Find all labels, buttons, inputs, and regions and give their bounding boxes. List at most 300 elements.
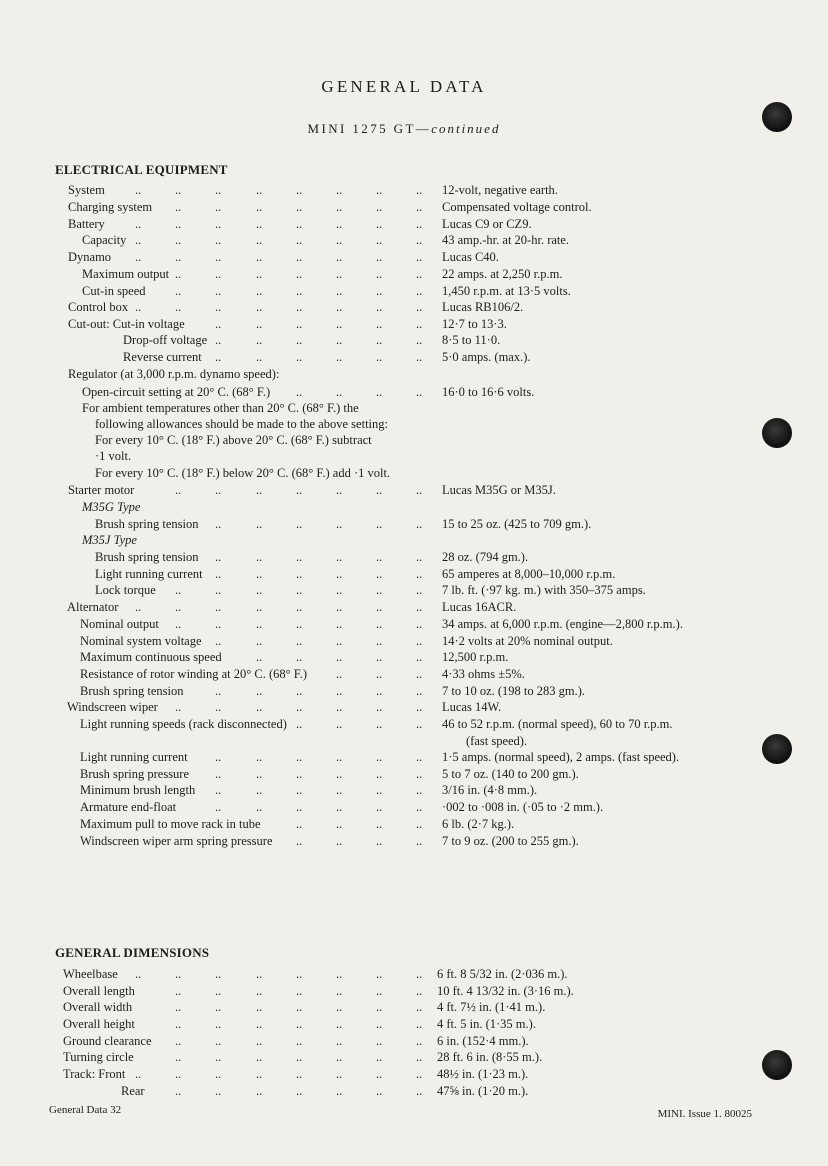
leader-dot: .. (215, 1000, 222, 1014)
leader-dot: .. (296, 684, 303, 698)
spec-row (0, 1016, 828, 1033)
spec-row (0, 1083, 828, 1100)
spec-row (0, 716, 828, 749)
spec-label: Overall width (63, 1000, 133, 1014)
leader-dot: .. (416, 583, 423, 597)
leader-dot: .. (256, 267, 263, 281)
leader-dot: .. (256, 1017, 263, 1031)
leader-dot: .. (416, 1017, 423, 1031)
leader-dot: .. (336, 350, 343, 364)
leader-dot: .. (296, 550, 303, 564)
spec-value: 43 amp.-hr. at 20-hr. rate. (442, 233, 570, 247)
leader-dot: .. (296, 967, 303, 981)
leader-dot: .. (175, 1034, 182, 1048)
leader-dot: .. (416, 967, 423, 981)
spec-value: Lucas C9 or CZ9. (442, 217, 532, 231)
spec-value: 1·5 amps. (normal speed), 2 amps. (fast speed). (442, 750, 680, 764)
leader-dot: .. (296, 650, 303, 664)
leader-dot: .. (256, 550, 263, 564)
leader-dot: .. (336, 1000, 343, 1014)
spec-label: Wheelbase (63, 967, 118, 981)
leader-dot: .. (376, 1084, 383, 1098)
leader-dot: .. (416, 567, 423, 581)
leader-dot: .. (296, 717, 303, 731)
spec-value: 47⅝ in. (1·20 m.). (437, 1084, 529, 1098)
spec-row (0, 766, 828, 783)
leader-dot: .. (296, 183, 303, 197)
spec-value: 15 to 25 oz. (425 to 709 gm.). (442, 517, 592, 531)
spec-label: Windscreen wiper (67, 700, 158, 714)
leader-dot: .. (336, 650, 343, 664)
spec-row (0, 599, 828, 616)
leader-dot: .. (416, 200, 423, 214)
spec-value: 34 amps. at 6,000 r.p.m. (engine—2,800 r.p.m.). (442, 617, 683, 631)
leader-dot: .. (376, 650, 383, 664)
leader-dot: .. (416, 317, 423, 331)
spec-value: 4·33 ohms ±5%. (442, 667, 525, 681)
leader-dot: .. (296, 317, 303, 331)
leader-dot: .. (296, 233, 303, 247)
leader-dot: .. (296, 817, 303, 831)
leader-dot: .. (256, 517, 263, 531)
leader-dot: .. (376, 984, 383, 998)
spec-row (0, 816, 828, 833)
leader-dot: .. (256, 483, 263, 497)
leader-dot: .. (336, 333, 343, 347)
leader-dot: .. (416, 517, 423, 531)
leader-dot: .. (296, 617, 303, 631)
leader-dot: .. (416, 984, 423, 998)
leader-dot: .. (336, 200, 343, 214)
leader-dot: .. (175, 267, 182, 281)
spec-row (0, 299, 828, 316)
spec-row (0, 266, 828, 283)
spec-label: Starter motor (68, 483, 135, 497)
leader-dot: .. (215, 267, 222, 281)
leader-dot: .. (376, 567, 383, 581)
spec-label: Nominal system voltage (80, 634, 202, 648)
leader-dot: .. (336, 1067, 343, 1081)
spec-value: 16·0 to 16·6 volts. (442, 385, 535, 399)
leader-dot: .. (215, 217, 222, 231)
leader-dot: .. (376, 284, 383, 298)
spec-row (0, 316, 828, 333)
leader-dot: .. (256, 317, 263, 331)
leader-dot: .. (256, 617, 263, 631)
leader-dot: .. (336, 700, 343, 714)
leader-dot: .. (215, 1034, 222, 1048)
leader-dot: .. (215, 700, 222, 714)
leader-dot: .. (376, 583, 383, 597)
leader-dot: .. (215, 483, 222, 497)
spec-row (0, 616, 828, 633)
leader-dot: .. (416, 834, 423, 848)
leader-dot: .. (175, 967, 182, 981)
leader-dot: .. (296, 783, 303, 797)
leader-dot: .. (256, 300, 263, 314)
leader-dot: .. (175, 1050, 182, 1064)
leader-dot: .. (416, 783, 423, 797)
page-title: GENERAL DATA (321, 77, 487, 96)
leader-dot: .. (135, 250, 142, 264)
leader-dot: .. (256, 1084, 263, 1098)
leader-dot: .. (376, 767, 383, 781)
leader-dot: .. (175, 200, 182, 214)
leader-dot: .. (336, 783, 343, 797)
leader-dot: .. (376, 834, 383, 848)
spec-row (0, 666, 828, 683)
leader-dot: .. (336, 300, 343, 314)
spec-label: Alternator (67, 600, 119, 614)
leader-dot: .. (296, 333, 303, 347)
leader-dot: .. (215, 350, 222, 364)
leader-dot: .. (256, 200, 263, 214)
leader-dot: .. (175, 300, 182, 314)
spec-value: Lucas 16ACR. (442, 600, 517, 614)
spec-value-continued: (fast speed). (466, 733, 528, 748)
leader-dot: .. (416, 684, 423, 698)
leader-dot: .. (336, 483, 343, 497)
leader-dot: .. (336, 617, 343, 631)
subtitle-main: MINI 1275 GT— (307, 121, 432, 136)
leader-dot: .. (336, 517, 343, 531)
leader-dot: .. (336, 217, 343, 231)
leader-dot: .. (416, 700, 423, 714)
spec-label: Rear (121, 1084, 145, 1098)
spec-row (0, 683, 828, 700)
leader-dot: .. (376, 1067, 383, 1081)
leader-dot: .. (296, 483, 303, 497)
spec-label: Maximum output (82, 267, 170, 281)
leader-dot: .. (215, 583, 222, 597)
leader-dot: .. (135, 1067, 142, 1081)
leader-dot: .. (296, 750, 303, 764)
spec-row (0, 999, 828, 1016)
leader-dot: .. (175, 483, 182, 497)
leader-dot: .. (416, 1000, 423, 1014)
leader-dot: .. (376, 1017, 383, 1031)
leader-dot: .. (376, 750, 383, 764)
spec-label: Light running current (95, 567, 203, 581)
spec-label: Turning circle (63, 1050, 134, 1064)
spec-value: 8·5 to 11·0. (442, 333, 501, 347)
spec-row (0, 1033, 828, 1050)
leader-dot: .. (215, 1017, 222, 1031)
leader-dot: .. (215, 233, 222, 247)
leader-dot: .. (296, 284, 303, 298)
leader-dot: .. (336, 550, 343, 564)
leader-dot: .. (296, 217, 303, 231)
leader-dot: .. (256, 684, 263, 698)
leader-dot: .. (215, 600, 222, 614)
leader-dot: .. (376, 217, 383, 231)
leader-dot: .. (296, 634, 303, 648)
leader-dot: .. (416, 817, 423, 831)
leader-dot: .. (416, 650, 423, 664)
footer-page-ref: General Data 32 (49, 1104, 122, 1116)
spec-label: Control box (68, 300, 129, 314)
page-subtitle (0, 121, 808, 137)
regulator-note-line: ·1 volt. (95, 449, 132, 463)
leader-dot: .. (256, 233, 263, 247)
leader-dot: .. (296, 800, 303, 814)
leader-dot: .. (215, 333, 222, 347)
leader-dot: .. (256, 1034, 263, 1048)
leader-dot: .. (376, 817, 383, 831)
leader-dot: .. (416, 267, 423, 281)
leader-dot: .. (336, 767, 343, 781)
leader-dot: .. (376, 617, 383, 631)
leader-dot: .. (336, 385, 343, 399)
leader-dot: .. (256, 183, 263, 197)
leader-dot: .. (416, 634, 423, 648)
leader-dot: .. (416, 800, 423, 814)
spec-value: Lucas M35G or M35J. (442, 483, 556, 497)
leader-dot: .. (416, 483, 423, 497)
spec-label: Overall height (63, 1017, 135, 1031)
leader-dot: .. (135, 600, 142, 614)
leader-dot: .. (175, 617, 182, 631)
spec-value: Lucas C40. (442, 250, 499, 264)
leader-dot: .. (416, 1050, 423, 1064)
leader-dot: .. (336, 1050, 343, 1064)
leader-dot: .. (175, 1017, 182, 1031)
leader-dot: .. (336, 634, 343, 648)
leader-dot: .. (175, 217, 182, 231)
leader-dot: .. (376, 684, 383, 698)
leader-dot: .. (215, 1067, 222, 1081)
spec-value: 6 in. (152·4 mm.). (437, 1034, 529, 1048)
leader-dot: .. (175, 583, 182, 597)
spec-value: 22 amps. at 2,250 r.p.m. (442, 267, 563, 281)
leader-dot: .. (376, 800, 383, 814)
spec-value: 65 amperes at 8,000–10,000 r.p.m. (442, 567, 616, 581)
regulator-note-line: For ambient temperatures other than 20° C. (68° F.) the (82, 401, 359, 415)
leader-dot: .. (215, 634, 222, 648)
leader-dot: .. (376, 600, 383, 614)
leader-dot: .. (135, 967, 142, 981)
spec-value: 28 oz. (794 gm.). (442, 550, 529, 564)
spec-label: Track: Front (63, 1067, 126, 1081)
spec-value: 7 to 10 oz. (198 to 283 gm.). (442, 684, 586, 698)
leader-dot: .. (175, 183, 182, 197)
leader-dot: .. (296, 250, 303, 264)
leader-dot: .. (296, 350, 303, 364)
spec-row (0, 749, 828, 766)
spec-label: Brush spring tension (95, 550, 199, 564)
subtitle-continued: continued (431, 121, 501, 136)
spec-value: 48½ in. (1·23 m.). (437, 1067, 529, 1081)
spec-value: 10 ft. 4 13/32 in. (3·16 m.). (437, 984, 574, 998)
leader-dot: .. (296, 767, 303, 781)
leader-dot: .. (215, 300, 222, 314)
spec-value: 14·2 volts at 20% nominal output. (442, 634, 613, 648)
spec-value: 1,450 r.p.m. at 13·5 volts. (442, 284, 571, 298)
leader-dot: .. (256, 284, 263, 298)
leader-dot: .. (416, 617, 423, 631)
spec-label: Dynamo (68, 250, 112, 264)
spec-value: 46 to 52 r.p.m. (normal speed), 60 to 70 r.p.m. (442, 717, 673, 731)
leader-dot: .. (296, 200, 303, 214)
leader-dot: .. (256, 567, 263, 581)
leader-dot: .. (416, 217, 423, 231)
leader-dot: .. (336, 750, 343, 764)
spec-label: Battery (68, 217, 105, 231)
leader-dot: .. (215, 284, 222, 298)
spec-value: ·002 to ·008 in. (·05 to ·2 mm.). (442, 800, 604, 814)
spec-label: Reverse current (123, 350, 202, 364)
leader-dot: .. (135, 183, 142, 197)
leader-dot: .. (215, 183, 222, 197)
leader-dot: .. (376, 550, 383, 564)
leader-dot: .. (215, 1084, 222, 1098)
leader-dot: .. (336, 284, 343, 298)
spec-label: Ground clearance (63, 1034, 152, 1048)
leader-dot: .. (175, 600, 182, 614)
spec-label: Brush spring pressure (80, 767, 190, 781)
leader-dot: .. (376, 1050, 383, 1064)
leader-dot: .. (376, 300, 383, 314)
leader-dot: .. (416, 350, 423, 364)
spec-label: Charging system (68, 200, 153, 214)
leader-dot: .. (215, 567, 222, 581)
leader-dot: .. (416, 1084, 423, 1098)
leader-dot: .. (376, 967, 383, 981)
leader-dot: .. (256, 767, 263, 781)
leader-dot: .. (296, 583, 303, 597)
leader-dot: .. (336, 684, 343, 698)
spec-row (0, 833, 828, 850)
leader-dot: .. (336, 567, 343, 581)
leader-dot: .. (296, 517, 303, 531)
leader-dot: .. (376, 183, 383, 197)
leader-dot: .. (215, 1050, 222, 1064)
spec-value: 6 lb. (2·7 kg.). (442, 817, 515, 831)
leader-dot: .. (376, 233, 383, 247)
spec-label: Brush spring tension (80, 684, 184, 698)
leader-dot: .. (215, 317, 222, 331)
leader-dot: .. (416, 750, 423, 764)
spec-value: 12-volt, negative earth. (442, 183, 558, 197)
spec-row (0, 699, 828, 716)
spec-label: Lock torque (95, 583, 156, 597)
spec-row (0, 1049, 828, 1066)
leader-dot: .. (336, 984, 343, 998)
spec-row (0, 283, 828, 300)
leader-dot: .. (175, 700, 182, 714)
spec-value: Lucas 14W. (442, 700, 502, 714)
leader-dot: .. (256, 1000, 263, 1014)
leader-dot: .. (256, 217, 263, 231)
spec-label: Capacity (82, 233, 127, 247)
leader-dot: .. (256, 634, 263, 648)
leader-dot: .. (256, 650, 263, 664)
spec-label: Brush spring tension (95, 517, 199, 531)
leader-dot: .. (296, 1067, 303, 1081)
leader-dot: .. (336, 667, 343, 681)
leader-dot: .. (416, 767, 423, 781)
leader-dot: .. (215, 250, 222, 264)
spec-label: Windscreen wiper arm spring pressure (80, 834, 273, 848)
spec-row (0, 499, 828, 516)
leader-dot: .. (336, 800, 343, 814)
leader-dot: .. (416, 550, 423, 564)
leader-dot: .. (256, 583, 263, 597)
spec-label: System (68, 183, 105, 197)
leader-dot: .. (256, 800, 263, 814)
leader-dot: .. (416, 1034, 423, 1048)
leader-dot: .. (135, 300, 142, 314)
spec-label: Nominal output (80, 617, 159, 631)
spec-label: Light running speeds (rack disconnected) (80, 717, 287, 731)
leader-dot: .. (296, 600, 303, 614)
spec-label: Open-circuit setting at 20° C. (68° F.) (82, 385, 271, 399)
leader-dot: .. (175, 250, 182, 264)
spec-value: 12,500 r.p.m. (442, 650, 509, 664)
spec-row (0, 532, 828, 549)
spec-row (0, 983, 828, 1000)
leader-dot: .. (215, 617, 222, 631)
spec-row (0, 249, 828, 266)
leader-dot: .. (376, 350, 383, 364)
leader-dot: .. (175, 1084, 182, 1098)
leader-dot: .. (376, 317, 383, 331)
spec-row (0, 384, 828, 401)
leader-dot: .. (416, 333, 423, 347)
spec-row (0, 366, 828, 383)
section-heading-electrical: ELECTRICAL EQUIPMENT (55, 162, 228, 177)
leader-dot: .. (336, 834, 343, 848)
leader-dot: .. (376, 667, 383, 681)
regulator-note-line: For every 10° C. (18° F.) below 20° C. (68° F.) add ·1 volt. (95, 466, 391, 480)
leader-dot: .. (376, 1000, 383, 1014)
spec-label: Armature end-float (80, 800, 177, 814)
leader-dot: .. (376, 267, 383, 281)
punch-hole (762, 418, 792, 448)
leader-dot: .. (175, 984, 182, 998)
leader-dot: .. (215, 967, 222, 981)
spec-row (0, 966, 828, 983)
leader-dot: .. (256, 783, 263, 797)
leader-dot: .. (416, 1067, 423, 1081)
spec-row (0, 332, 828, 349)
spec-label: Maximum pull to move rack in tube (80, 817, 261, 831)
spec-row (0, 633, 828, 650)
spec-row (0, 349, 828, 366)
leader-dot: .. (296, 834, 303, 848)
spec-label: Drop-off voltage (123, 333, 208, 347)
leader-dot: .. (215, 517, 222, 531)
leader-dot: .. (336, 267, 343, 281)
leader-dot: .. (336, 1084, 343, 1098)
leader-dot: .. (336, 250, 343, 264)
leader-dot: .. (256, 1067, 263, 1081)
leader-dot: .. (376, 200, 383, 214)
leader-dot: .. (296, 1000, 303, 1014)
spec-row (0, 216, 828, 233)
leader-dot: .. (376, 385, 383, 399)
spec-label: M35G Type (82, 500, 141, 514)
leader-dot: .. (215, 750, 222, 764)
leader-dot: .. (416, 717, 423, 731)
leader-dot: .. (296, 1050, 303, 1064)
leader-dot: .. (376, 517, 383, 531)
leader-dot: .. (175, 1000, 182, 1014)
leader-dot: .. (256, 333, 263, 347)
leader-dot: .. (256, 600, 263, 614)
leader-dot: .. (296, 700, 303, 714)
leader-dot: .. (376, 783, 383, 797)
